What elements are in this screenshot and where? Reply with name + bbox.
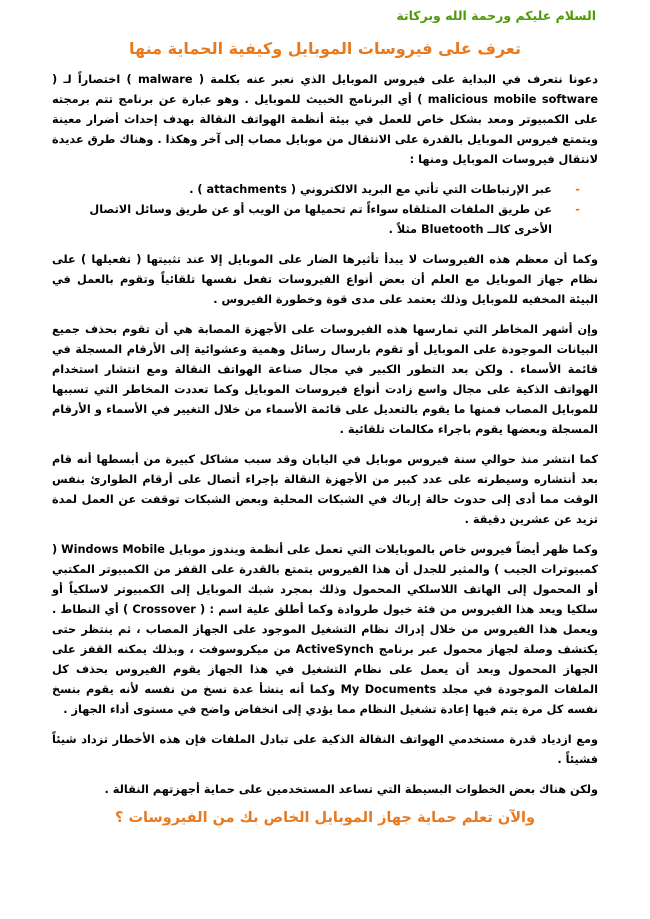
closing-question: والآن تعلم حماية جهاز الموبايل الخاص بك من الفيروسات ؟	[115, 810, 535, 826]
risks-paragraph: وإن أشهر المخاطر التي تمارسها هذه الفيروسات على الأجهزة المصابة هي أن تقوم بحذف جميع البيانات الموجودة على الموبايل أو تقوم بارسال رسائل وهمية وعشوائية إلى الأرقام المسجلة في قائمة الأسماء . ولكن بعد التطور الكبير في مجال صناعة الهواتف النقالة ومع انتشار استخدام الهواتف الذكية على مجال واسع زادت أنواع فيروسات الموبايل وكما تعددت المخاطر التي تسببها للموبايل المصاب فمنها ما يقوم بالتعديل على قائمة الأسماء من خلال التغيير في الأسماء و الأرقام المسجلة وبعضها يقوم باجراء مكالمات تلقائية .	[52, 323, 598, 436]
list-item	[52, 200, 580, 240]
list-item-text: عبر الإرتباطات التي تأتي مع البريد الالكتروني ( attachments ) .	[189, 183, 552, 196]
bullet-dash-icon: -	[575, 183, 580, 196]
article-title: تعرف على فيروسات الموبايل وكيفية الحماية منها	[129, 39, 521, 58]
transmission-methods-list	[52, 180, 598, 240]
increasing-risks-paragraph: ومع ازدياد قدرة مستخدمي الهواتف النقالة الذكية على تبادل الملفات فإن هذه الأخطار تزداد شيئاً فشيئاً .	[52, 733, 598, 766]
japan-virus-paragraph: كما انتشر منذ حوالي سنة فيروس موبايل في اليابان وقد سبب مشاكل كبيرة من أبسطها أنه قام بعد أنتشاره وسيطرته على عدد كبير من الأجهزة النقالة بإجراء أتصال على أرقام الطوارئ بنفس الوقت مما أدى إلى حدوث حالة إرباك في الشبكات المحلية وبعض الشبكات توقفت عن العمل لمدة تزيد عن عشرين دقيقة .	[52, 453, 598, 526]
bullet-dash-icon: -	[575, 203, 580, 216]
simple-steps-paragraph: ولكن هناك بعض الخطوات البسيطة التي تساعد المستخدمين على حماية أجهزتهم النقالة .	[104, 783, 598, 796]
greeting-line: السلام عليكم ورحمة الله وبركاتة	[396, 8, 596, 23]
windows-mobile-paragraph: وكما ظهر أيضاً فيروس خاص بالموبايلات التي تعمل على أنظمة ويندوز موبايل Windows Mobile ( كمبيوترات الجيب ) والمثير للجدل أن هذا الفيروس يتمتع بالقدرة على القفز من الكمبيوتر المكتبي أو المحمول إلى الهاتف اللاسلكي المحمول وذلك بمجرد شبك الموبايل إلى الكمبيوتر لاسلكياً أو سلكيا ويعد هذا الفيروس من فئة خيول طروادة وكما أطلق علية اسم : ( Crossover ) أي النطاط . ويعمل هذا الفيروس من خلال إدراك نظام التشغيل الموجود على الجهاز المصاب ، ثم ينتظر حتى يكتشف وصلة لجهاز محمول عبر برنامج ActiveSynch من ميكروسوفت ، وبذلك يمكنه القفز على الجهاز المحمول وبعد أن يعمل على نظام التشغيل في هذا الجهاز يقوم الفيروس بحذف كل الملفات الموجودة في مجلد My Documents وكما أنه ينشأ عدة نسخ من نفسه لأنه يقوم بنسخ نفسه كل مرة يتم فيها إعادة تشغيل النظام مما يؤدي إلى انخفاض واضح في مستوى أداء الجهاز .	[52, 543, 598, 716]
list-item-text: عن طريق الملفات المتلقاه سواءاً تم تحميلها من الويب أو عن طريق وسائل الاتصال الأخرى كالــ Bluetooth مثلاً .	[89, 203, 552, 236]
list-item	[52, 180, 580, 200]
activation-paragraph: وكما أن معظم هذه الفيروسات لا يبدأ تأثيرها الضار على الموبايل إلا عند تثبيتها ( تفعيلها ) على نظام جهاز الموبايل مع العلم أن بعض أنواع الفيروسات تفعل نفسها تلقائياً وتقوم بالعمل في البيئة المخفيه للموبايل وذلك يعتمد على مدى قوة وخطورة الفيروس .	[52, 253, 598, 306]
intro-paragraph: دعونا نتعرف في البداية على فيروس الموبايل الذي نعبر عنه بكلمة ( malware ) اختصاراً لـ ( malicious mobile software ) أي البرنامج الخبيث للموبايل . وهو عبارة عن برنامج تتم برمجته على الكمبيوتر ومعد بشكل خاص للعمل في بيئة أنظمة الهواتف النقالة بهدف إحداث أضرار معينة ويتمتع فيروس الموبايل بالقدرة على الانتقال من موبايل مصاب إلى آخر وهكذا . وهناك طرق عديدة لانتقال فيروسات الموبايل ومنها :	[52, 73, 598, 166]
